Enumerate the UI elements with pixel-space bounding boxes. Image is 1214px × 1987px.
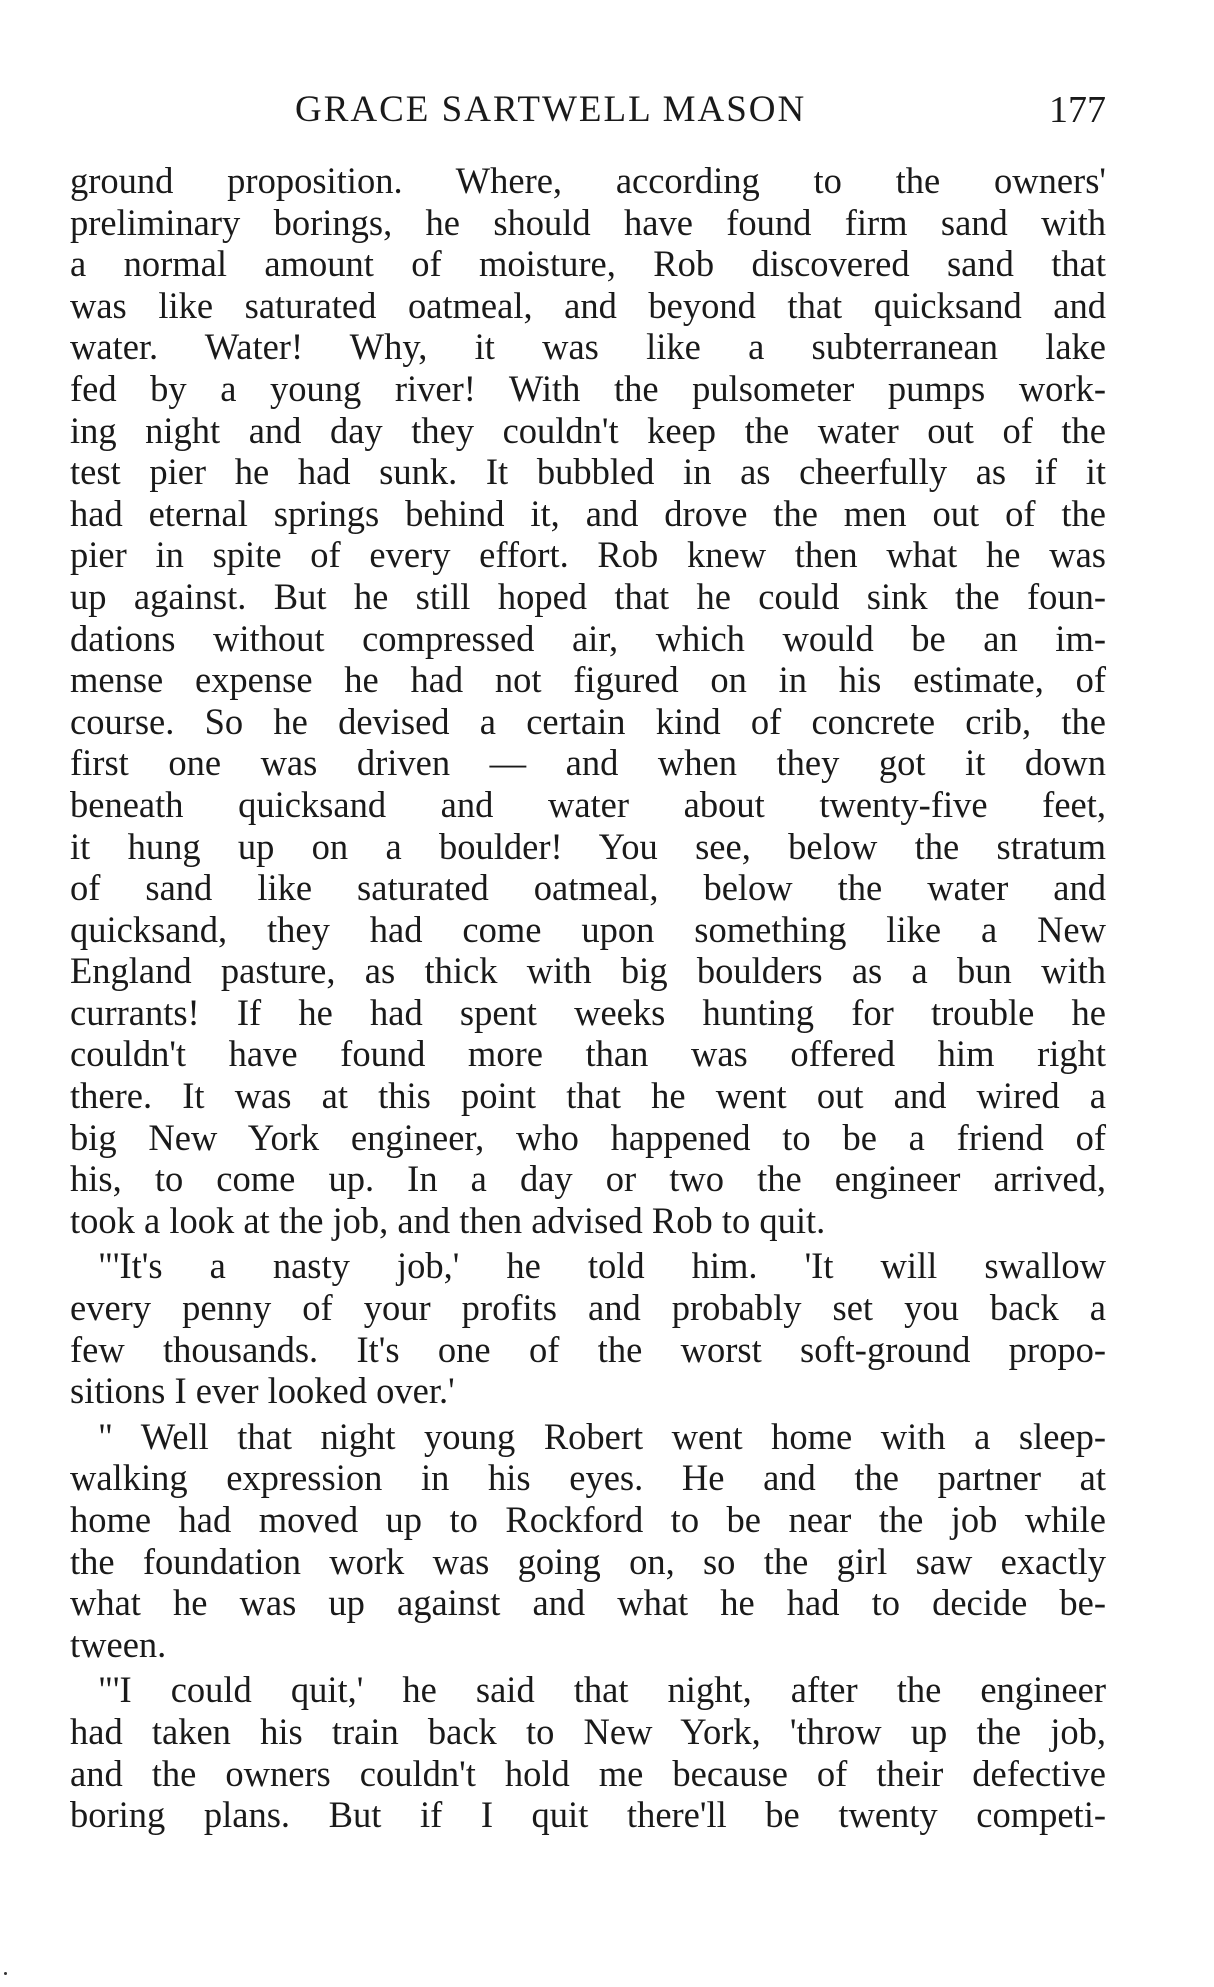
text-line: a normal amount of moisture, Rob discovered sand that (70, 243, 1106, 285)
text-line: had eternal springs behind it, and drove the men out of the (70, 492, 1106, 534)
text-line: test pier he had sunk. It bubbled in as cheerfully as if it (70, 451, 1106, 493)
text-line: big New York engineer, who happened to be a friend of (70, 1116, 1106, 1158)
text-line: " Well that night young Robert went home with a sleep- (98, 1415, 1106, 1457)
text-line: up against. But he still hoped that he could sink the foun- (70, 575, 1106, 617)
text-line: couldn't have found more than was offered him right (70, 1033, 1106, 1075)
text-line: "'I could quit,' he said that night, after the engineer (98, 1669, 1106, 1711)
text-line: boring plans. But if I quit there'll be twenty competi- (70, 1794, 1106, 1836)
body-text (70, 160, 1106, 1836)
paragraph (70, 160, 1106, 1241)
text-line: water. Water! Why, it was like a subterranean lake (70, 326, 1106, 368)
text-line: his, to come up. In a day or two the engineer arrived, (70, 1158, 1106, 1200)
text-line: currants! If he had spent weeks hunting for trouble he (70, 991, 1106, 1033)
text-line: of sand like saturated oatmeal, below the water and (70, 867, 1106, 909)
text-line: there. It was at this point that he went out and wired a (70, 1075, 1106, 1117)
scan-edge-mark (4, 1972, 7, 1975)
text-line: beneath quicksand and water about twenty-five feet, (70, 783, 1106, 825)
text-line: home had moved up to Rockford to be near the job while (70, 1499, 1106, 1540)
paragraph (70, 1669, 1106, 1835)
text-line: fed by a young river! With the pulsometer pumps work- (70, 367, 1106, 409)
paragraph (70, 1245, 1106, 1411)
text-line: ground proposition. Where, according to the owners' (70, 160, 1106, 201)
text-line: had taken his train back to New York, 'throw up the job, (70, 1710, 1106, 1752)
text-line: preliminary borings, he should have found firm sand with (70, 201, 1106, 243)
running-head (70, 88, 1106, 148)
text-line: was like saturated oatmeal, and beyond that quicksand and (70, 284, 1106, 326)
text-line: walking expression in his eyes. He and the partner at (70, 1457, 1106, 1499)
text-line: "'It's a nasty job,' he told him. 'It will swallow (98, 1245, 1106, 1287)
text-line: few thousands. It's one of the worst soft-ground propo- (70, 1328, 1106, 1370)
text-line: sitions I ever looked over.' (70, 1370, 455, 1412)
text-line: and the owners couldn't hold me because of their defective (70, 1752, 1106, 1794)
page-number: 177 (1049, 89, 1106, 131)
text-line: quicksand, they had come upon something like a New (70, 908, 1106, 950)
text-line: mense expense he had not figured on in his estimate, of (70, 659, 1106, 701)
text-line: it hung up on a boulder! You see, below the stratum (70, 825, 1106, 867)
text-line: dations without compressed air, which would be an im- (70, 617, 1106, 659)
text-line: pier in spite of every effort. Rob knew then what he was (70, 534, 1106, 576)
running-title: GRACE SARTWELL MASON (295, 89, 807, 130)
text-line: ing night and day they couldn't keep the water out of the (70, 409, 1106, 451)
paragraph (70, 1416, 1106, 1666)
text-line: England pasture, as thick with big boulders as a bun with (70, 950, 1106, 992)
text-line: what he was up against and what he had to decide be- (70, 1582, 1106, 1624)
text-line: took a look at the job, and then advised Rob to quit. (70, 1199, 826, 1241)
text-line: tween. (70, 1623, 167, 1665)
text-line: first one was driven — and when they got it down (70, 742, 1106, 784)
text-line: course. So he devised a certain kind of concrete crib, the (70, 700, 1106, 742)
text-line: the foundation work was going on, so the girl saw exactly (70, 1540, 1106, 1582)
text-line: every penny of your profits and probably set you back a (70, 1287, 1106, 1329)
